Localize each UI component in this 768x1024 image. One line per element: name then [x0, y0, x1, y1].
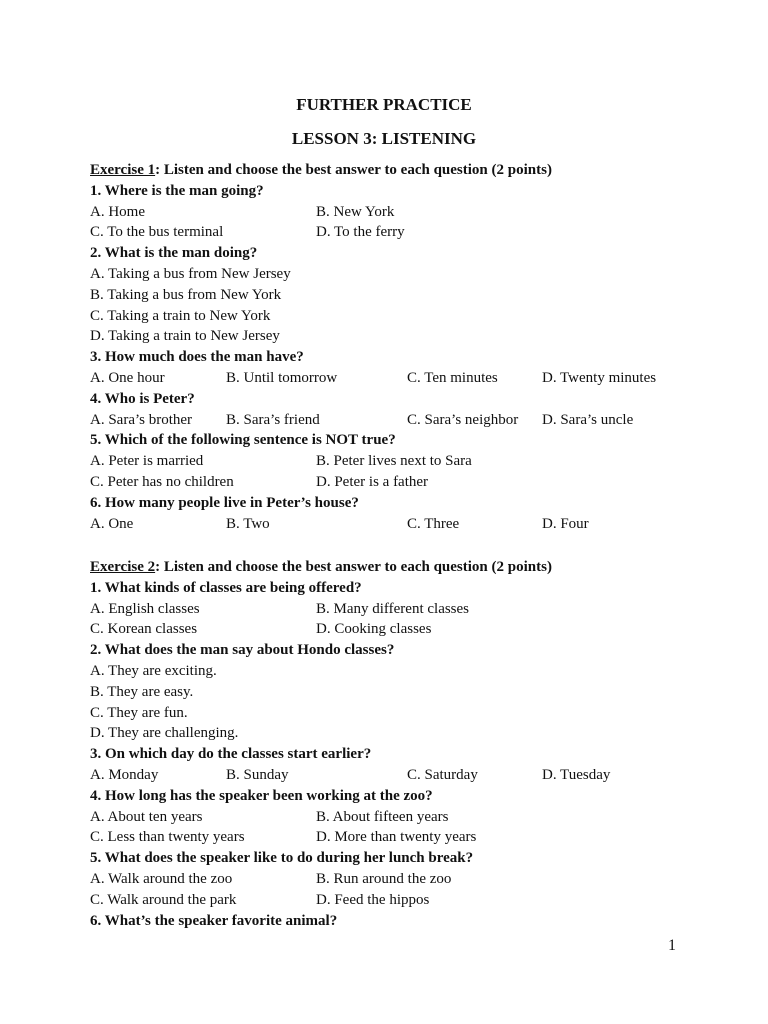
answer-option: C. Less than twenty years	[90, 829, 245, 846]
question: 2. What does the man say about Hondo classes?	[90, 642, 395, 659]
answer-row	[90, 599, 690, 620]
answer-option: C. They are fun.	[90, 704, 188, 721]
answer-option: A. English classes	[90, 600, 200, 617]
answer-row	[90, 368, 690, 389]
question: 3. On which day do the classes start earlier?	[90, 746, 372, 763]
answer-option: B. They are easy.	[90, 683, 194, 700]
answer-row	[90, 222, 690, 243]
exercise-instruction: : Listen and choose the best answer to each question (2 points)	[155, 162, 552, 178]
answer-option: D. They are challenging.	[90, 725, 239, 742]
answer-option: B. New York	[316, 203, 395, 220]
answer-option: B. Taking a bus from New York	[90, 286, 282, 303]
question: 4. How long has the speaker been working at the zoo?	[90, 787, 433, 804]
answer-option: D. Peter is a father	[316, 474, 429, 490]
answer-option: D. Feed the hippos	[316, 891, 430, 908]
question: 5. Which of the following sentence is NOT true?	[90, 432, 396, 449]
answer-option: D. Cooking classes	[316, 621, 432, 638]
question: 2. What is the man doing?	[90, 245, 258, 262]
answer-option: B. Run around the zoo	[316, 871, 452, 887]
answer-option: C. Walk around the park	[90, 891, 237, 908]
answer-option: C. Sara’s neighbor	[407, 411, 519, 428]
question: 1. Where is the man going?	[90, 182, 264, 199]
answer-option: B. Sunday	[226, 767, 289, 783]
answer-option: D. Tuesday	[542, 767, 611, 783]
answer-row	[90, 827, 690, 848]
answer-option: A. One	[90, 515, 134, 532]
question: 4. Who is Peter?	[90, 390, 195, 407]
answer-option: D. More than twenty years	[316, 829, 477, 846]
exercise-name: Exercise 2	[90, 559, 156, 575]
answer-row	[90, 410, 690, 431]
exercise-heading	[90, 557, 690, 578]
answer-row	[90, 202, 690, 223]
question: 5. What does the speaker like to do during her lunch break?	[90, 850, 474, 867]
question: 6. What’s the speaker favorite animal?	[90, 912, 338, 929]
answer-row	[90, 451, 690, 472]
answer-option: C. Ten minutes	[407, 370, 498, 386]
page-number: 1	[668, 937, 676, 954]
answer-option: A. About ten years	[90, 808, 203, 825]
document-title: FURTHER PRACTICE	[296, 95, 472, 114]
answer-option: A. Walk around the zoo	[90, 871, 233, 887]
answer-option: A. Taking a bus from New Jersey	[90, 266, 291, 282]
answer-option: A. Sara’s brother	[90, 411, 193, 428]
answer-option: A. They are exciting.	[90, 663, 217, 679]
answer-row	[90, 619, 690, 640]
answer-option: B. Until tomorrow	[226, 370, 338, 386]
answer-option: A. Monday	[90, 767, 159, 783]
lesson-title: LESSON 3: LISTENING	[291, 129, 477, 148]
answer-option: C. Taking a train to New York	[90, 307, 271, 324]
question: 3. How much does the man have?	[90, 349, 304, 366]
answer-option: C. Peter has no children	[90, 474, 234, 490]
answer-option: B. About fifteen years	[316, 808, 449, 825]
question: 6. How many people live in Peter’s house?	[90, 494, 359, 511]
exercise-name: Exercise 1	[90, 162, 156, 178]
answer-option: A. One hour	[90, 370, 165, 386]
answer-option: B. Sara’s friend	[226, 411, 320, 428]
answer-option: A. Home	[90, 203, 145, 220]
answer-option: C. Saturday	[407, 767, 478, 783]
answer-row	[90, 869, 690, 890]
answer-option: C. Three	[407, 515, 460, 532]
answer-option: D. To the ferry	[316, 224, 405, 241]
answer-option: A. Peter is married	[90, 453, 204, 470]
answer-option: C. Korean classes	[90, 621, 198, 638]
answer-option: D. Four	[542, 515, 589, 532]
exercise-heading	[90, 160, 690, 181]
answer-option: C. To the bus terminal	[90, 224, 224, 241]
answer-option: D. Sara’s uncle	[542, 411, 634, 428]
question: 1. What kinds of classes are being offered?	[90, 579, 362, 596]
answer-row	[90, 765, 690, 786]
answer-option: B. Many different classes	[316, 600, 470, 617]
answer-row	[90, 472, 690, 493]
answer-row	[90, 890, 690, 911]
answer-option: D. Taking a train to New Jersey	[90, 328, 280, 345]
answer-option: D. Twenty minutes	[542, 370, 657, 386]
answer-row	[90, 807, 690, 828]
exercise-instruction: : Listen and choose the best answer to each question (2 points)	[155, 559, 552, 575]
answer-option: B. Two	[226, 515, 270, 532]
answer-option: B. Peter lives next to Sara	[316, 453, 472, 470]
answer-row	[90, 514, 690, 535]
